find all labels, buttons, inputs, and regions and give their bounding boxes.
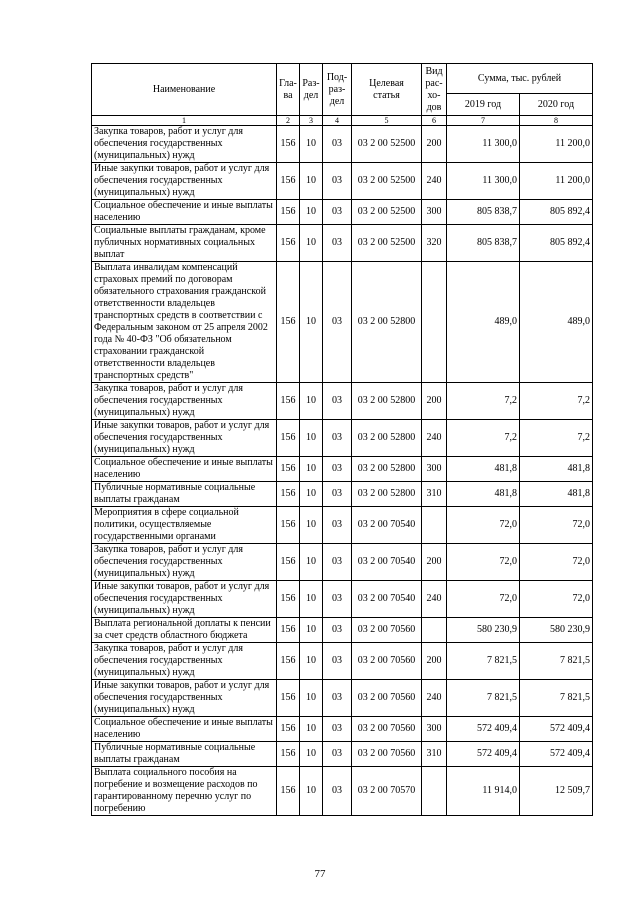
subsection-cell: 03: [323, 507, 352, 544]
column-number: 7: [447, 116, 520, 126]
subsection-cell: 03: [323, 618, 352, 643]
sum-2019-cell: 7,2: [447, 383, 520, 420]
section-cell: 10: [300, 767, 323, 816]
expense-type-cell: 240: [422, 680, 447, 717]
expense-type-cell: 200: [422, 544, 447, 581]
row-name: Выплата инвалидам компенсаций страховых премий по договорам обязательного страхования гражданской ответственности владельцев транспортных средств в соответствии с Федеральным законом от 25 апреля 2002 года № 40-ФЗ "Об обязательном страховании гражданской ответственности владельцев транспортных средств": [92, 262, 277, 383]
sum-2019-cell: 7 821,5: [447, 680, 520, 717]
table-header: [92, 64, 593, 126]
target-article-cell: 03 2 00 52800: [352, 457, 422, 482]
expense-type-cell: 300: [422, 457, 447, 482]
sum-2019-cell: 72,0: [447, 544, 520, 581]
table-row: [92, 507, 593, 544]
target-article-cell: 03 2 00 52800: [352, 383, 422, 420]
section-cell: 10: [300, 482, 323, 507]
row-name: Публичные нормативные социальные выплаты гражданам: [92, 742, 277, 767]
column-number: 8: [520, 116, 593, 126]
row-name: Выплата социального пособия на погребение и возмещение расходов по гарантированному перечню услуг по погребению: [92, 767, 277, 816]
chapter-cell: 156: [277, 126, 300, 163]
row-name: Закупка товаров, работ и услуг для обеспечения государственных (муниципальных) нужд: [92, 126, 277, 163]
row-name: Закупка товаров, работ и услуг для обеспечения государственных (муниципальных) нужд: [92, 544, 277, 581]
sum-2020-cell: 805 892,4: [520, 225, 593, 262]
subsection-cell: 03: [323, 581, 352, 618]
sum-2020-cell: 72,0: [520, 544, 593, 581]
section-cell: 10: [300, 717, 323, 742]
row-name: Иные закупки товаров, работ и услуг для обеспечения государственных (муниципальных) нужд: [92, 420, 277, 457]
table-row: [92, 482, 593, 507]
expense-type-cell: [422, 262, 447, 383]
expense-type-cell: 310: [422, 742, 447, 767]
column-number: 2: [277, 116, 300, 126]
expense-type-cell: 320: [422, 225, 447, 262]
chapter-cell: 156: [277, 742, 300, 767]
sum-2020-cell: 572 409,4: [520, 717, 593, 742]
chapter-cell: 156: [277, 200, 300, 225]
target-article-cell: 03 2 00 52500: [352, 163, 422, 200]
row-name: Публичные нормативные социальные выплаты гражданам: [92, 482, 277, 507]
expense-type-cell: 200: [422, 643, 447, 680]
header-year-2020: 2020 год: [520, 94, 593, 116]
table-row: [92, 717, 593, 742]
section-cell: 10: [300, 507, 323, 544]
sum-2020-cell: 7,2: [520, 383, 593, 420]
chapter-cell: 156: [277, 225, 300, 262]
expense-type-cell: 300: [422, 717, 447, 742]
row-name: Социальное обеспечение и иные выплаты населению: [92, 717, 277, 742]
target-article-cell: 03 2 00 52800: [352, 482, 422, 507]
sum-2019-cell: 805 838,7: [447, 200, 520, 225]
table-row: [92, 200, 593, 225]
sum-2019-cell: 72,0: [447, 507, 520, 544]
sum-2020-cell: 7 821,5: [520, 643, 593, 680]
row-name: Иные закупки товаров, работ и услуг для обеспечения государственных (муниципальных) нужд: [92, 163, 277, 200]
sum-2019-cell: 572 409,4: [447, 742, 520, 767]
target-article-cell: 03 2 00 52800: [352, 262, 422, 383]
sum-2020-cell: 7,2: [520, 420, 593, 457]
section-cell: 10: [300, 742, 323, 767]
expense-type-cell: 300: [422, 200, 447, 225]
table-row: [92, 420, 593, 457]
table-row: [92, 262, 593, 383]
section-cell: 10: [300, 680, 323, 717]
sum-2020-cell: 580 230,9: [520, 618, 593, 643]
table-body: [92, 126, 593, 816]
sum-2019-cell: 580 230,9: [447, 618, 520, 643]
row-name: Иные закупки товаров, работ и услуг для обеспечения государственных (муниципальных) нужд: [92, 680, 277, 717]
target-article-cell: 03 2 00 52800: [352, 420, 422, 457]
table-row: [92, 767, 593, 816]
expense-type-cell: 200: [422, 126, 447, 163]
row-name: Мероприятия в сфере социальной политики, осуществляемые государственными органами: [92, 507, 277, 544]
chapter-cell: 156: [277, 643, 300, 680]
expense-type-cell: 240: [422, 581, 447, 618]
sum-2019-cell: 805 838,7: [447, 225, 520, 262]
section-cell: 10: [300, 200, 323, 225]
sum-2019-cell: 11 300,0: [447, 126, 520, 163]
section-cell: 10: [300, 581, 323, 618]
target-article-cell: 03 2 00 70560: [352, 717, 422, 742]
expense-type-cell: 200: [422, 383, 447, 420]
row-name: Выплата региональной доплаты к пенсии за счет средств областного бюджета: [92, 618, 277, 643]
page-number: 77: [314, 868, 326, 880]
section-cell: 10: [300, 163, 323, 200]
subsection-cell: 03: [323, 680, 352, 717]
target-article-cell: 03 2 00 70560: [352, 643, 422, 680]
sum-2020-cell: 481,8: [520, 482, 593, 507]
chapter-cell: 156: [277, 581, 300, 618]
column-number: 6: [422, 116, 447, 126]
subsection-cell: 03: [323, 420, 352, 457]
expense-type-cell: 240: [422, 163, 447, 200]
section-cell: 10: [300, 420, 323, 457]
subsection-cell: 03: [323, 225, 352, 262]
subsection-cell: 03: [323, 767, 352, 816]
table-row: [92, 225, 593, 262]
header-expense-type: Вид рас- хо- дов: [422, 64, 447, 116]
sum-2019-cell: 572 409,4: [447, 717, 520, 742]
section-cell: 10: [300, 643, 323, 680]
subsection-cell: 03: [323, 742, 352, 767]
subsection-cell: 03: [323, 126, 352, 163]
chapter-cell: 156: [277, 163, 300, 200]
table-row: [92, 742, 593, 767]
subsection-cell: 03: [323, 457, 352, 482]
target-article-cell: 03 2 00 70560: [352, 680, 422, 717]
target-article-cell: 03 2 00 70570: [352, 767, 422, 816]
sum-2020-cell: 72,0: [520, 507, 593, 544]
subsection-cell: 03: [323, 163, 352, 200]
header-target-article: Целевая статья: [352, 64, 422, 116]
chapter-cell: 156: [277, 717, 300, 742]
target-article-cell: 03 2 00 52500: [352, 126, 422, 163]
row-name: Социальное обеспечение и иные выплаты населению: [92, 457, 277, 482]
header-year-2019: 2019 год: [447, 94, 520, 116]
sum-2020-cell: 805 892,4: [520, 200, 593, 225]
subsection-cell: 03: [323, 717, 352, 742]
row-name: Иные закупки товаров, работ и услуг для обеспечения государственных (муниципальных) нужд: [92, 581, 277, 618]
subsection-cell: 03: [323, 262, 352, 383]
expense-type-cell: 310: [422, 482, 447, 507]
expense-type-cell: 240: [422, 420, 447, 457]
sum-2019-cell: 481,8: [447, 482, 520, 507]
sum-2019-cell: 7 821,5: [447, 643, 520, 680]
section-cell: 10: [300, 225, 323, 262]
target-article-cell: 03 2 00 52500: [352, 200, 422, 225]
header-sum: Сумма, тыс. рублей: [447, 64, 593, 94]
sum-2020-cell: 12 509,7: [520, 767, 593, 816]
expense-type-cell: [422, 767, 447, 816]
sum-2020-cell: 489,0: [520, 262, 593, 383]
chapter-cell: 156: [277, 767, 300, 816]
sum-2020-cell: 11 200,0: [520, 126, 593, 163]
table-row: [92, 383, 593, 420]
column-number-row: [92, 116, 593, 126]
subsection-cell: 03: [323, 383, 352, 420]
chapter-cell: 156: [277, 482, 300, 507]
table-row: [92, 544, 593, 581]
target-article-cell: 03 2 00 70540: [352, 507, 422, 544]
header-name: Наименование: [92, 64, 277, 116]
section-cell: 10: [300, 544, 323, 581]
sum-2019-cell: 72,0: [447, 581, 520, 618]
sum-2019-cell: 481,8: [447, 457, 520, 482]
sum-2020-cell: 7 821,5: [520, 680, 593, 717]
target-article-cell: 03 2 00 52500: [352, 225, 422, 262]
target-article-cell: 03 2 00 70540: [352, 544, 422, 581]
chapter-cell: 156: [277, 262, 300, 383]
table-row: [92, 581, 593, 618]
target-article-cell: 03 2 00 70540: [352, 581, 422, 618]
subsection-cell: 03: [323, 482, 352, 507]
column-number: 4: [323, 116, 352, 126]
sum-2020-cell: 481,8: [520, 457, 593, 482]
subsection-cell: 03: [323, 544, 352, 581]
table-row: [92, 163, 593, 200]
sum-2019-cell: 7,2: [447, 420, 520, 457]
table-row: [92, 680, 593, 717]
chapter-cell: 156: [277, 680, 300, 717]
column-number: 3: [300, 116, 323, 126]
sum-2019-cell: 489,0: [447, 262, 520, 383]
header-section: Раз- дел: [300, 64, 323, 116]
subsection-cell: 03: [323, 643, 352, 680]
table-row: [92, 457, 593, 482]
sum-2019-cell: 11 300,0: [447, 163, 520, 200]
expense-type-cell: [422, 507, 447, 544]
chapter-cell: 156: [277, 383, 300, 420]
section-cell: 10: [300, 618, 323, 643]
section-cell: 10: [300, 262, 323, 383]
section-cell: 10: [300, 383, 323, 420]
sum-2020-cell: 11 200,0: [520, 163, 593, 200]
expense-type-cell: [422, 618, 447, 643]
header-chapter: Гла- ва: [277, 64, 300, 116]
table-row: [92, 126, 593, 163]
sum-2019-cell: 11 914,0: [447, 767, 520, 816]
header-subsection: Под- раз- дел: [323, 64, 352, 116]
sum-2020-cell: 572 409,4: [520, 742, 593, 767]
chapter-cell: 156: [277, 457, 300, 482]
column-number: 5: [352, 116, 422, 126]
sum-2020-cell: 72,0: [520, 581, 593, 618]
row-name: Социальное обеспечение и иные выплаты населению: [92, 200, 277, 225]
chapter-cell: 156: [277, 507, 300, 544]
target-article-cell: 03 2 00 70560: [352, 618, 422, 643]
chapter-cell: 156: [277, 420, 300, 457]
table-row: [92, 618, 593, 643]
section-cell: 10: [300, 126, 323, 163]
subsection-cell: 03: [323, 200, 352, 225]
chapter-cell: 156: [277, 544, 300, 581]
target-article-cell: 03 2 00 70560: [352, 742, 422, 767]
row-name: Социальные выплаты гражданам, кроме публичных нормативных социальных выплат: [92, 225, 277, 262]
row-name: Закупка товаров, работ и услуг для обеспечения государственных (муниципальных) нужд: [92, 383, 277, 420]
row-name: Закупка товаров, работ и услуг для обеспечения государственных (муниципальных) нужд: [92, 643, 277, 680]
chapter-cell: 156: [277, 618, 300, 643]
table-row: [92, 643, 593, 680]
section-cell: 10: [300, 457, 323, 482]
column-number: 1: [92, 116, 277, 126]
budget-table: [91, 63, 593, 816]
